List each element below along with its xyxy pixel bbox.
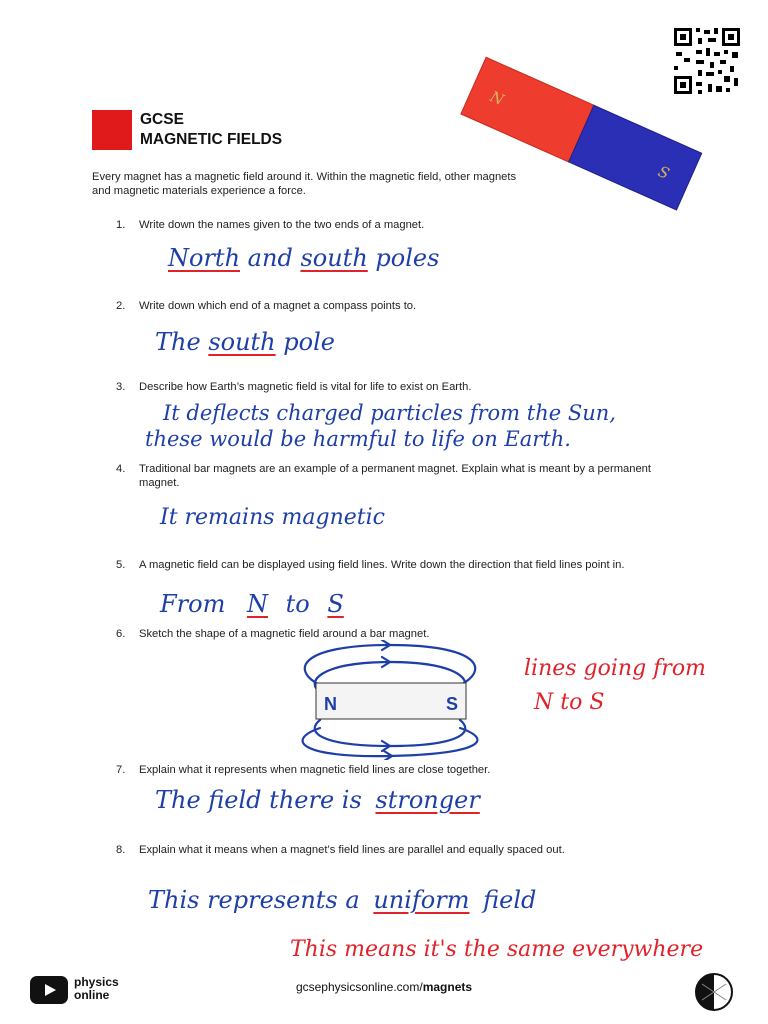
answer-5-word: From <box>160 590 226 618</box>
question-number: 8. <box>116 844 126 856</box>
question-number: 6. <box>116 628 126 640</box>
brand-line: online <box>74 988 110 1002</box>
physics-online-emblem-icon <box>694 972 734 1012</box>
answer-1-word: North <box>168 244 241 272</box>
question-number: 2. <box>116 300 126 312</box>
question-text: Write down the names given to the two ends of a magnet. <box>139 219 425 231</box>
magnet-south-label: S <box>655 162 673 183</box>
answer-6-note-line: lines going from <box>524 656 706 681</box>
question-text: Sketch the shape of a magnetic field around a bar magnet. <box>139 628 430 640</box>
sketch-south-label: S <box>446 694 459 714</box>
question-text: Traditional bar magnets are an example of a permanent magnet. Explain what is meant by a permanent magnet. <box>139 463 652 489</box>
question-text: A magnetic field can be displayed using field lines. Write down the direction that field lines point in. <box>139 559 625 571</box>
answer-5 <box>160 590 344 618</box>
question-text: Explain what it means when a magnet’s field lines are parallel and equally spaced out. <box>139 844 565 856</box>
answer-3-line: these would be harmful to life on Earth. <box>145 427 571 451</box>
brand-line: physics <box>74 975 119 989</box>
answer-1 <box>168 244 439 272</box>
answer-2-word: south <box>208 328 276 356</box>
page-title <box>140 110 282 150</box>
answer-5-word: N <box>246 590 268 618</box>
question-text: Describe how Earth’s magnetic field is vital for life to exist on Earth. <box>139 381 472 393</box>
question-number: 5. <box>116 559 126 571</box>
answer-8-word: This represents a <box>148 886 360 914</box>
answer-1-word: south <box>300 244 368 272</box>
answer-2-word: The <box>155 328 201 356</box>
answer-6-note-line: N to S <box>534 690 605 715</box>
footer-url-bold: magnets <box>422 980 473 994</box>
answer-3 <box>145 400 616 452</box>
question-number: 1. <box>116 219 126 231</box>
sketch-north-label: N <box>324 694 337 714</box>
answer-7-word: The field there is <box>155 786 362 814</box>
answer-8-word: uniform <box>373 886 470 914</box>
header-red-square <box>92 110 132 150</box>
answer-1-word: poles <box>375 244 440 272</box>
magnet-north-label: N <box>487 87 507 110</box>
question-number: 7. <box>116 764 126 776</box>
answer-2 <box>155 328 335 356</box>
question-number: 3. <box>116 381 126 393</box>
answer-8 <box>148 886 536 914</box>
answer-4: It remains magnetic <box>160 505 385 530</box>
question-text: Explain what it represents when magnetic field lines are close together. <box>139 764 491 776</box>
field-sketch <box>280 640 500 760</box>
answer-8-word: field <box>483 886 537 914</box>
answer-7-word: stronger <box>375 786 480 814</box>
answer-3-line: It deflects charged particles from the Sun, <box>163 401 616 425</box>
answer-5-word: to <box>285 590 310 618</box>
bar-magnet-illustration <box>455 38 705 228</box>
answer-7 <box>155 786 480 814</box>
footer-url[interactable] <box>0 980 768 994</box>
title-line-topic: MAGNETIC FIELDS <box>140 131 283 148</box>
question-text: Write down which end of a magnet a compass points to. <box>139 300 417 312</box>
question-number: 4. <box>116 463 126 475</box>
answer-2-word: pole <box>283 328 335 356</box>
intro-paragraph: Every magnet has a magnetic field around it. Within the magnetic field, other magnets and magnetic materials experience a force. <box>92 171 517 197</box>
answer-5-word: S <box>327 590 344 618</box>
answer-6-note <box>524 652 706 720</box>
answer-1-word: and <box>247 244 293 272</box>
footer-url-plain: gcsephysicsonline.com/ <box>295 980 423 994</box>
answer-8-note: This means it's the same everywhere <box>290 937 704 962</box>
title-line-gcse: GCSE <box>140 111 184 128</box>
